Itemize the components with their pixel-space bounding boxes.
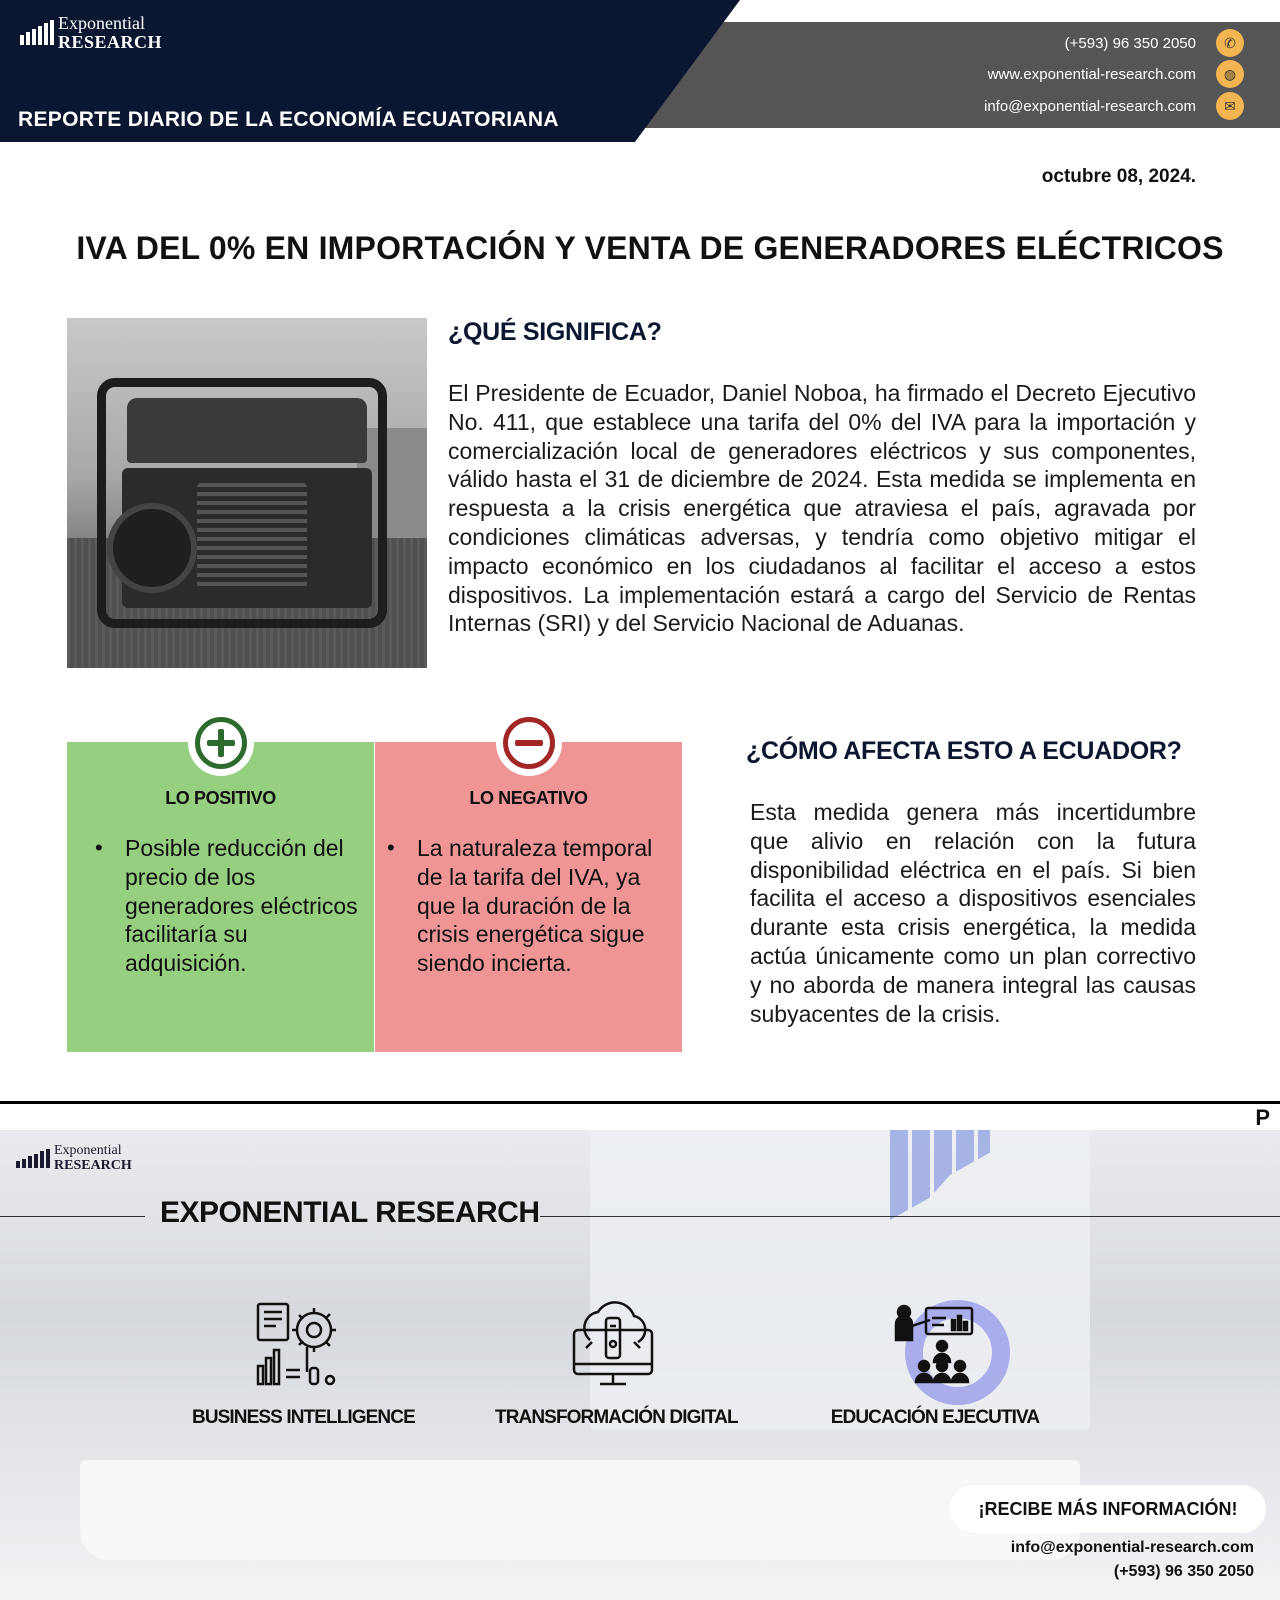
footer-rule-right xyxy=(540,1216,1280,1217)
digital-transformation-icon xyxy=(568,1300,658,1390)
bar-chart-icon xyxy=(20,20,54,45)
positive-box xyxy=(67,742,374,1052)
contact-website-text: www.exponential-research.com xyxy=(987,65,1196,83)
footer-logo-line-2: RESEARCH xyxy=(54,1157,132,1173)
footer-logo[interactable] xyxy=(16,1144,132,1173)
more-info-button[interactable]: ¡RECIBE MÁS INFORMACIÓN! xyxy=(950,1485,1266,1533)
logo-line-1: Exponential xyxy=(58,13,145,33)
list-item: • La naturaleza temporal de la tarifa del IVA, ya que la duración de la crisis energética sigue siendo incierta. xyxy=(387,834,672,978)
list-item: • Posible reducción del precio de los generadores eléctricos facilitaría su adquisición. xyxy=(95,834,365,978)
page-marker: P xyxy=(1255,1105,1270,1130)
contact-email-text: info@exponential-research.com xyxy=(984,97,1196,115)
business-intelligence-icon xyxy=(252,1300,342,1390)
service-label: EDUCACIÓN EJECUTIVA xyxy=(830,1407,1040,1428)
section-body-meaning: El Presidente de Ecuador, Daniel Noboa, ha firmado el Decreto Ejecutivo No. 411, que establece una tarifa del 0% del IVA para la importación y comercialización local de generadores eléctricos y sus componentes, válido hasta el 31 de diciembre de 2024. Esta medida se implementa en respuesta a la crisis energética que atraviesa el país, agravada por condiciones climáticas adversas, y tendría como objetivo mitigar el impacto económico en los ciudadanos al facilitar el acceso a estos dispositivos. La implementación estará a cargo del Servicio de Rentas Internas (SRI) y del Servicio Nacional de Aduanas. xyxy=(448,380,1196,637)
service-label: TRANSFORMACIÓN DIGITAL xyxy=(495,1407,738,1428)
service-label: BUSINESS INTELLIGENCE xyxy=(192,1407,415,1428)
plus-circle-icon xyxy=(188,710,254,776)
report-title: REPORTE DIARIO DE LA ECONOMÍA ECUATORIANA xyxy=(18,108,559,131)
mail-icon: ✉ xyxy=(1216,92,1244,120)
generator-photo xyxy=(67,318,427,668)
service-executive-education[interactable] xyxy=(830,1300,1040,1429)
header-logo[interactable] xyxy=(20,14,162,52)
contact-phone[interactable] xyxy=(1065,29,1244,57)
footer-email[interactable]: info@exponential-research.com xyxy=(1010,1539,1254,1556)
positive-title: LO POSITIVO xyxy=(165,788,276,808)
negative-list xyxy=(387,834,672,978)
report-date: octubre 08, 2024. xyxy=(1041,166,1196,187)
executive-education-icon xyxy=(890,1300,980,1390)
contact-email[interactable] xyxy=(984,92,1244,120)
footer-rule-left xyxy=(0,1216,145,1217)
contact-phone-text: (+593) 96 350 2050 xyxy=(1064,34,1196,52)
section-heading-meaning: ¿QUÉ SIGNIFICA? xyxy=(448,318,662,346)
main-title: IVA DEL 0% EN IMPORTACIÓN Y VENTA DE GENERADORES ELÉCTRICOS xyxy=(76,230,1224,266)
logo-line-2: RESEARCH xyxy=(58,31,163,52)
service-digital-transformation[interactable] xyxy=(495,1300,738,1429)
footer-logo-line-1: Exponential xyxy=(54,1143,122,1158)
phone-icon: ✆ xyxy=(1216,29,1244,57)
contact-website[interactable] xyxy=(988,60,1244,88)
page-divider xyxy=(0,1101,1280,1104)
footer-phone[interactable]: (+593) 96 350 2050 xyxy=(1113,1563,1254,1580)
service-business-intelligence[interactable] xyxy=(192,1300,415,1429)
negative-box xyxy=(375,742,682,1052)
footer-title: EXPONENTIAL RESEARCH xyxy=(160,1196,540,1229)
minus-circle-icon xyxy=(496,710,562,776)
positive-list xyxy=(95,834,365,978)
bar-chart-icon xyxy=(16,1149,50,1168)
section-body-impact: Esta medida genera más incertidumbre que alivio en relación con la futura disponibilidad eléctrica en el país. Si bien facilita el acceso a dispositivos esenciales durante esta crisis energética, la medida actúa únicamente como un plan correctivo y no aborda de manera integral las causas subyacentes de la crisis. xyxy=(750,799,1196,1027)
negative-title: LO NEGATIVO xyxy=(469,788,588,808)
section-heading-impact: ¿CÓMO AFECTA ESTO A ECUADOR? xyxy=(746,737,1182,765)
globe-icon: ◍ xyxy=(1216,60,1244,88)
